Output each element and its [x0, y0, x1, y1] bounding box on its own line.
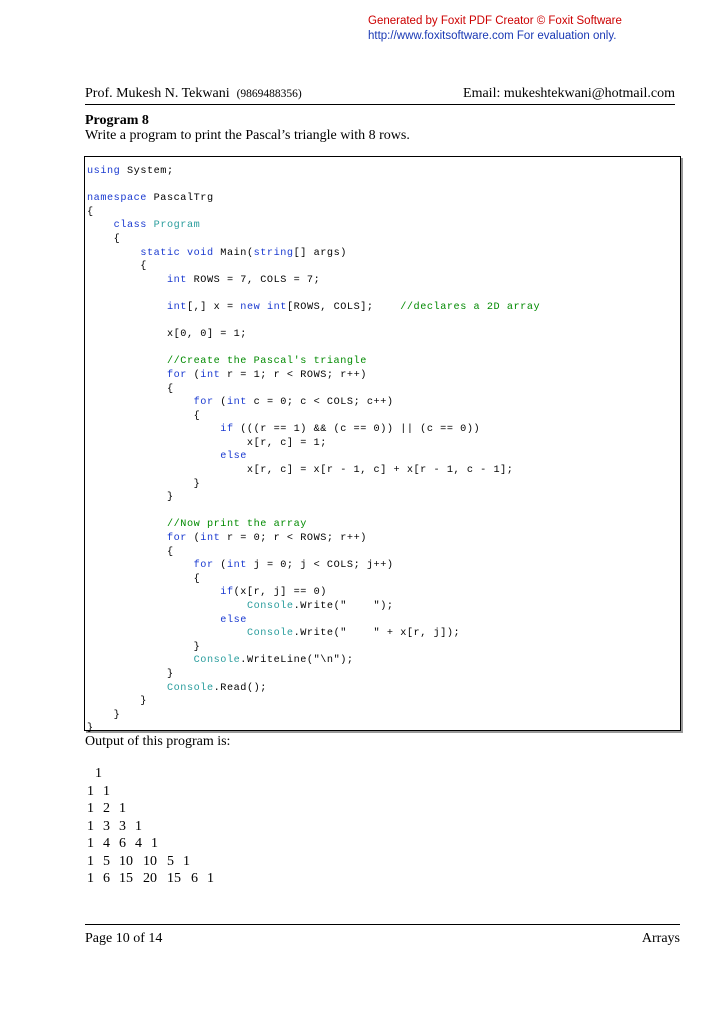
output-value: 1 — [151, 836, 158, 851]
code-token: } — [87, 478, 201, 490]
output-value: 6 — [103, 871, 110, 886]
code-line — [87, 383, 540, 397]
code-token: r = 1; r < ROWS; r++) — [220, 369, 367, 381]
code-token: if — [220, 587, 234, 599]
page-header — [85, 86, 675, 105]
code-line — [87, 491, 540, 505]
code-line — [87, 315, 540, 329]
code-line — [87, 450, 540, 464]
code-token: (x[r, j] == 0) — [233, 587, 327, 599]
code-line — [87, 573, 540, 587]
code-line — [87, 179, 540, 193]
author-name: Prof. Mukesh N. Tekwani — [85, 86, 230, 101]
code-token — [87, 533, 167, 544]
code-line — [87, 301, 540, 315]
section-name: Arrays — [641, 931, 680, 946]
output-value: 1 — [103, 783, 110, 799]
header-author-block — [85, 86, 302, 102]
code-line — [87, 505, 540, 519]
code-token: .Read(); — [213, 682, 267, 694]
code-line — [87, 464, 540, 478]
code-token: ( — [186, 369, 201, 381]
code-line — [87, 627, 540, 641]
code-line — [87, 165, 540, 179]
code-line — [87, 328, 540, 342]
code-token — [87, 370, 167, 381]
code-token: c = 0; c < COLS; c++) — [246, 397, 394, 409]
code-token: } — [87, 668, 174, 680]
code-token: { — [87, 206, 94, 218]
code-token: int — [166, 301, 187, 313]
code-token: Console — [246, 601, 294, 612]
code-token: j = 0; j < COLS; j++) — [246, 560, 394, 572]
code-token: int — [200, 533, 221, 545]
page-number: Page 10 of 14 — [85, 931, 163, 946]
code-listing-box — [84, 156, 681, 735]
code-token: Console — [246, 628, 294, 640]
output-value: 1 — [183, 853, 190, 869]
code-token — [87, 356, 167, 367]
code-line — [87, 532, 540, 546]
code-token: x[r, c] = 1; — [87, 437, 327, 449]
output-value: 1 — [207, 871, 214, 886]
code-token — [147, 220, 154, 231]
output-value: 6 — [119, 836, 126, 851]
code-line — [87, 668, 540, 682]
code-token: .WriteLine("\n"); — [240, 655, 354, 667]
code-token: Console — [193, 655, 241, 667]
output-value: 15 — [167, 871, 181, 886]
code-token: for — [193, 560, 214, 572]
program-title: Program 8 — [85, 113, 149, 128]
code-token: int — [266, 301, 287, 313]
code-token: for — [166, 369, 187, 381]
code-line — [87, 260, 540, 274]
output-value: 10 — [143, 853, 157, 869]
output-value: 10 — [119, 853, 133, 869]
code-line — [87, 559, 540, 573]
code-line — [87, 396, 540, 410]
code-token: Program — [153, 220, 201, 232]
code-line — [87, 709, 540, 723]
author-email: Email: mukeshtekwani@hotmail.com — [463, 86, 675, 101]
output-value: 4 — [135, 836, 142, 851]
code-token: else — [220, 614, 247, 626]
code-token: { — [87, 573, 201, 585]
code-token: int — [166, 274, 187, 286]
watermark-line-1: Generated by Foxit PDF Creator © Foxit Software — [368, 15, 622, 27]
code-token: { — [87, 546, 174, 558]
code-token: new — [240, 301, 261, 313]
code-line — [87, 614, 540, 628]
code-token: PascalTrg — [146, 193, 214, 205]
code-token: else — [220, 451, 247, 463]
code-token: .Write(" " + x[r, j]); — [293, 628, 461, 640]
code-line — [87, 423, 540, 437]
code-token: .Write(" "); — [293, 601, 394, 612]
code-token — [87, 655, 194, 666]
output-value: 1 — [95, 766, 102, 781]
code-token — [87, 397, 194, 408]
code-line — [87, 219, 540, 233]
code-token: for — [166, 533, 187, 545]
program-description: Write a program to print the Pascal’s triangle with 8 rows. — [85, 128, 410, 143]
code-token: } — [87, 696, 147, 708]
code-token: { — [87, 410, 201, 422]
code-token — [87, 587, 220, 598]
code-token: static — [140, 247, 181, 259]
output-value: 1 — [87, 836, 94, 851]
output-value: 1 — [135, 818, 142, 834]
code-token: System; — [120, 166, 174, 177]
code-token — [87, 424, 220, 435]
code-token — [87, 683, 167, 694]
code-line — [87, 247, 540, 261]
output-value: 1 — [87, 871, 94, 886]
code-token: { — [87, 261, 147, 273]
code-token: Main( — [213, 247, 254, 259]
code-token — [180, 248, 187, 259]
code-token — [87, 615, 220, 626]
code-token: [] args) — [293, 247, 347, 259]
code-token: } — [87, 492, 174, 504]
code-token — [87, 628, 247, 639]
code-line — [87, 654, 540, 668]
author-phone: (9869488356) — [236, 88, 302, 100]
code-line — [87, 600, 540, 614]
code-line — [87, 695, 540, 709]
code-token — [87, 451, 220, 462]
code-line — [87, 437, 540, 451]
code-token: namespace — [87, 193, 147, 205]
code-token: { — [87, 383, 174, 395]
code-token: using — [87, 166, 121, 177]
output-value: 6 — [191, 871, 198, 886]
code-line — [87, 641, 540, 655]
output-value: 1 — [87, 853, 94, 869]
code-token — [87, 601, 247, 612]
code-token: } — [87, 709, 121, 721]
output-value: 2 — [103, 801, 110, 816]
output-value: 1 — [87, 818, 94, 834]
code-token — [87, 560, 194, 571]
code-token: [ROWS, COLS]; — [286, 301, 401, 313]
output-value: 3 — [119, 818, 126, 834]
code-line — [87, 410, 540, 424]
code-token: int — [226, 560, 247, 572]
page-footer — [85, 924, 680, 946]
code-token — [87, 302, 167, 313]
code-token: int — [200, 369, 221, 381]
code-token: for — [193, 397, 214, 409]
code-token: } — [87, 641, 201, 653]
code-line — [87, 682, 540, 696]
output-value: 1 — [87, 801, 94, 816]
code-token: ( — [186, 533, 201, 545]
code-token: ( — [213, 397, 227, 409]
code-line — [87, 478, 540, 492]
code-token: //Now print the array — [166, 519, 307, 531]
code-token — [87, 275, 167, 286]
output-value: 4 — [103, 836, 110, 851]
code-token: x[0, 0] = 1; — [87, 329, 247, 341]
code-token — [87, 519, 167, 530]
output-value: 1 — [87, 783, 94, 799]
code-line — [87, 355, 540, 369]
code-line — [87, 206, 540, 220]
code-token — [260, 302, 267, 313]
output-value: 3 — [103, 818, 110, 834]
code-line — [87, 369, 540, 383]
output-value: 5 — [167, 853, 174, 869]
code-line — [87, 342, 540, 356]
code-token: r = 0; r < ROWS; r++) — [220, 533, 367, 545]
code-token: (((r == 1) && (c == 0)) || (c == 0)) — [233, 424, 481, 436]
code-token: string — [253, 247, 294, 259]
code-line — [87, 274, 540, 288]
code-line — [87, 192, 540, 206]
code-token: { — [87, 233, 121, 245]
code-line — [87, 586, 540, 600]
code-token: } — [87, 723, 94, 735]
code-token: ( — [213, 560, 227, 572]
code-line — [87, 518, 540, 532]
output-value: 20 — [143, 871, 157, 886]
foxit-watermark — [368, 14, 708, 44]
code-token: [,] x = — [186, 301, 241, 313]
code-token: if — [220, 424, 234, 436]
code-line — [87, 233, 540, 247]
code-listing — [87, 165, 540, 736]
code-token: int — [226, 397, 247, 409]
code-token: ROWS = 7, COLS = 7; — [186, 274, 321, 286]
output-value: 1 — [119, 801, 126, 816]
code-token — [87, 220, 114, 231]
code-token: //declares a 2D array — [400, 301, 541, 313]
output-value: 15 — [119, 871, 133, 886]
code-token: void — [186, 247, 214, 259]
output-value: 5 — [103, 853, 110, 869]
output-title: Output of this program is: — [85, 734, 231, 749]
code-line — [87, 546, 540, 560]
code-token — [87, 248, 140, 259]
code-token: Console — [166, 682, 214, 694]
watermark-line-2: http://www.foxitsoftware.com For evaluation only. — [368, 30, 617, 42]
code-token: x[r, c] = x[r - 1, c] + x[r - 1, c - 1]; — [87, 465, 514, 477]
code-token: //Create the Pascal's triangle — [166, 356, 367, 368]
code-line — [87, 287, 540, 301]
code-token: class — [113, 220, 147, 232]
